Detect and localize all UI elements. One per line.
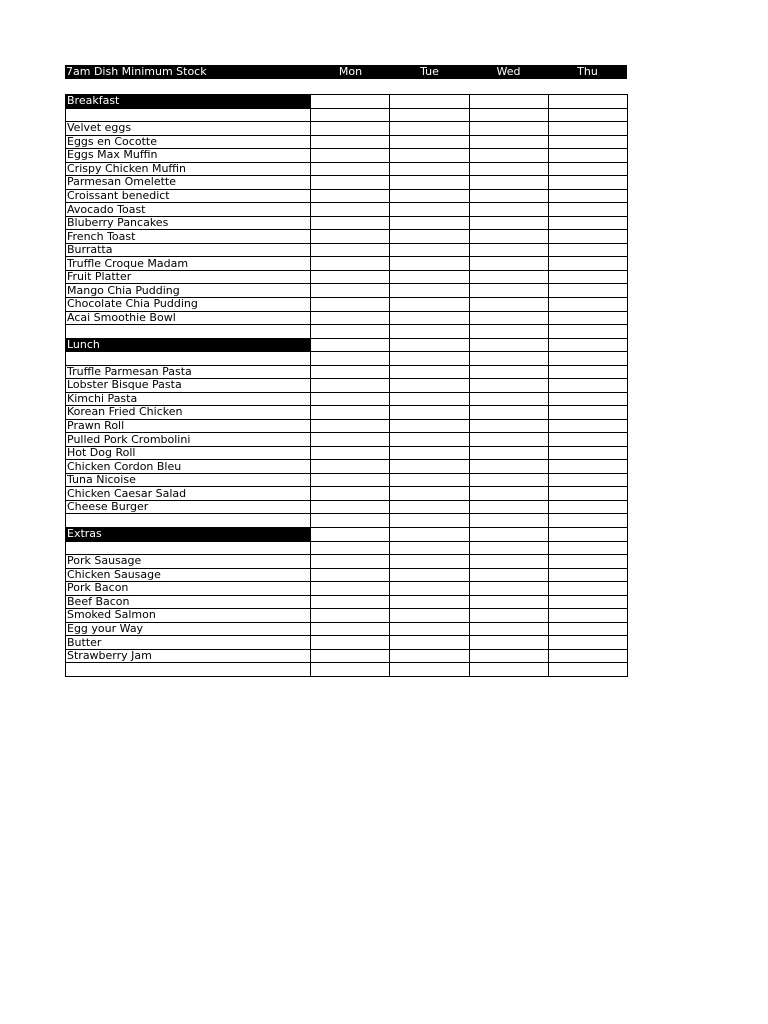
stock-cell-tue[interactable] bbox=[390, 636, 469, 650]
dish-row bbox=[66, 609, 628, 623]
stock-cell-mon[interactable] bbox=[311, 122, 390, 136]
stock-cell-mon[interactable] bbox=[311, 162, 390, 176]
stock-cell-thu[interactable] bbox=[548, 636, 627, 650]
stock-cell-wed[interactable] bbox=[469, 473, 548, 487]
stock-cell-tue[interactable] bbox=[390, 622, 469, 636]
dish-name: Kimchi Pasta bbox=[66, 392, 311, 406]
stock-cell-thu[interactable] bbox=[548, 433, 627, 447]
stock-cell-wed[interactable] bbox=[469, 663, 548, 677]
dish-name: Velvet eggs bbox=[66, 122, 311, 136]
stock-cell-mon[interactable] bbox=[311, 473, 390, 487]
dish-name bbox=[66, 663, 311, 677]
dish-name: Chocolate Chia Pudding bbox=[66, 297, 311, 311]
dish-row bbox=[66, 595, 628, 609]
stock-cell-mon[interactable] bbox=[311, 284, 390, 298]
day-header-tue: Tue bbox=[420, 65, 439, 78]
stock-cell-wed[interactable] bbox=[469, 162, 548, 176]
dish-name: Fruit Platter bbox=[66, 270, 311, 284]
stock-cell-mon[interactable] bbox=[311, 216, 390, 230]
stock-cell-mon[interactable] bbox=[311, 514, 390, 528]
stock-cell-tue[interactable] bbox=[390, 555, 469, 569]
stock-cell-mon[interactable] bbox=[311, 176, 390, 190]
stock-cell-thu[interactable] bbox=[548, 419, 627, 433]
stock-cell-thu[interactable] bbox=[548, 555, 627, 569]
dish-row bbox=[66, 406, 628, 420]
stock-cell-mon[interactable] bbox=[311, 433, 390, 447]
stock-cell-tue[interactable] bbox=[390, 460, 469, 474]
dish-name: Crispy Chicken Muffin bbox=[66, 162, 311, 176]
dish-row bbox=[66, 622, 628, 636]
dish-name bbox=[66, 325, 311, 339]
section-row bbox=[66, 95, 628, 109]
dish-name: Butter bbox=[66, 636, 311, 650]
stock-cell-thu[interactable] bbox=[548, 95, 627, 109]
stock-cell-wed[interactable] bbox=[469, 216, 548, 230]
stock-cell-thu[interactable] bbox=[548, 230, 627, 244]
stock-cell-mon[interactable] bbox=[311, 582, 390, 596]
dish-name: Pulled Pork Crombolini bbox=[66, 433, 311, 447]
stock-cell-mon[interactable] bbox=[311, 663, 390, 677]
stock-cell-thu[interactable] bbox=[548, 649, 627, 663]
stock-cell-mon[interactable] bbox=[311, 528, 390, 542]
stock-cell-mon[interactable] bbox=[311, 230, 390, 244]
stock-cell-thu[interactable] bbox=[548, 473, 627, 487]
dish-name bbox=[66, 108, 311, 122]
dish-row bbox=[66, 555, 628, 569]
stock-cell-wed[interactable] bbox=[469, 122, 548, 136]
stock-cell-thu[interactable] bbox=[548, 338, 627, 352]
dish-row bbox=[66, 257, 628, 271]
stock-cell-tue[interactable] bbox=[390, 609, 469, 623]
stock-cell-thu[interactable] bbox=[548, 595, 627, 609]
stock-cell-mon[interactable] bbox=[311, 311, 390, 325]
dish-name: French Toast bbox=[66, 230, 311, 244]
stock-cell-wed[interactable] bbox=[469, 500, 548, 514]
section-label: Extras bbox=[66, 528, 311, 542]
stock-cell-thu[interactable] bbox=[548, 135, 627, 149]
stock-cell-wed[interactable] bbox=[469, 189, 548, 203]
dish-row bbox=[66, 500, 628, 514]
stock-cell-tue[interactable] bbox=[390, 595, 469, 609]
dish-row bbox=[66, 582, 628, 596]
sheet-header bbox=[65, 65, 627, 79]
stock-cell-tue[interactable] bbox=[390, 122, 469, 136]
dish-row bbox=[66, 149, 628, 163]
sheet-title: 7am Dish Minimum Stock bbox=[66, 65, 207, 78]
dish-name bbox=[66, 514, 311, 528]
stock-cell-mon[interactable] bbox=[311, 487, 390, 501]
blank-row bbox=[66, 108, 628, 122]
stock-cell-thu[interactable] bbox=[548, 528, 627, 542]
stock-cell-wed[interactable] bbox=[469, 541, 548, 555]
dish-name: Eggs en Cocotte bbox=[66, 135, 311, 149]
stock-cell-thu[interactable] bbox=[548, 149, 627, 163]
stock-cell-tue[interactable] bbox=[390, 365, 469, 379]
stock-cell-wed[interactable] bbox=[469, 460, 548, 474]
stock-cell-mon[interactable] bbox=[311, 257, 390, 271]
dish-name: Truffle Croque Madam bbox=[66, 257, 311, 271]
stock-cell-wed[interactable] bbox=[469, 325, 548, 339]
dish-row bbox=[66, 446, 628, 460]
stock-cell-wed[interactable] bbox=[469, 595, 548, 609]
stock-cell-thu[interactable] bbox=[548, 609, 627, 623]
dish-row bbox=[66, 176, 628, 190]
dish-name: Croissant benedict bbox=[66, 189, 311, 203]
dish-name: Korean Fried Chicken bbox=[66, 406, 311, 420]
stock-cell-wed[interactable] bbox=[469, 311, 548, 325]
section-label: Lunch bbox=[66, 338, 311, 352]
stock-cell-tue[interactable] bbox=[390, 379, 469, 393]
stock-cell-thu[interactable] bbox=[548, 582, 627, 596]
stock-cell-thu[interactable] bbox=[548, 514, 627, 528]
stock-cell-thu[interactable] bbox=[548, 122, 627, 136]
stock-cell-tue[interactable] bbox=[390, 541, 469, 555]
stock-cell-wed[interactable] bbox=[469, 392, 548, 406]
stock-cell-wed[interactable] bbox=[469, 230, 548, 244]
dish-row bbox=[66, 379, 628, 393]
stock-cell-mon[interactable] bbox=[311, 338, 390, 352]
stock-cell-mon[interactable] bbox=[311, 325, 390, 339]
stock-cell-mon[interactable] bbox=[311, 365, 390, 379]
stock-cell-mon[interactable] bbox=[311, 392, 390, 406]
dish-row bbox=[66, 487, 628, 501]
dish-row bbox=[66, 203, 628, 217]
stock-cell-wed[interactable] bbox=[469, 406, 548, 420]
stock-cell-tue[interactable] bbox=[390, 297, 469, 311]
stock-cell-thu[interactable] bbox=[548, 297, 627, 311]
stock-cell-tue[interactable] bbox=[390, 406, 469, 420]
stock-cell-mon[interactable] bbox=[311, 379, 390, 393]
dish-row bbox=[66, 216, 628, 230]
stock-cell-thu[interactable] bbox=[548, 392, 627, 406]
stock-cell-thu[interactable] bbox=[548, 162, 627, 176]
stock-cell-wed[interactable] bbox=[469, 135, 548, 149]
stock-cell-tue[interactable] bbox=[390, 189, 469, 203]
dish-name: Pork Bacon bbox=[66, 582, 311, 596]
stock-cell-wed[interactable] bbox=[469, 555, 548, 569]
stock-cell-wed[interactable] bbox=[469, 108, 548, 122]
dish-name: Prawn Roll bbox=[66, 419, 311, 433]
stock-cell-thu[interactable] bbox=[548, 622, 627, 636]
dish-row bbox=[66, 311, 628, 325]
dish-name: Mango Chia Pudding bbox=[66, 284, 311, 298]
dish-name: Chicken Sausage bbox=[66, 568, 311, 582]
stock-cell-wed[interactable] bbox=[469, 297, 548, 311]
dish-row bbox=[66, 568, 628, 582]
stock-cell-tue[interactable] bbox=[390, 203, 469, 217]
stock-cell-tue[interactable] bbox=[390, 663, 469, 677]
stock-cell-mon[interactable] bbox=[311, 203, 390, 217]
section-row bbox=[66, 338, 628, 352]
dish-name: Strawberry Jam bbox=[66, 649, 311, 663]
dish-name: Acai Smoothie Bowl bbox=[66, 311, 311, 325]
stock-cell-thu[interactable] bbox=[548, 406, 627, 420]
dish-row bbox=[66, 135, 628, 149]
stock-cell-mon[interactable] bbox=[311, 541, 390, 555]
stock-cell-tue[interactable] bbox=[390, 433, 469, 447]
stock-cell-mon[interactable] bbox=[311, 243, 390, 257]
stock-cell-tue[interactable] bbox=[390, 135, 469, 149]
stock-cell-tue[interactable] bbox=[390, 230, 469, 244]
stock-cell-mon[interactable] bbox=[311, 189, 390, 203]
dish-name: Tuna Nicoise bbox=[66, 473, 311, 487]
dish-row bbox=[66, 649, 628, 663]
day-header-mon: Mon bbox=[338, 65, 363, 78]
stock-cell-mon[interactable] bbox=[311, 609, 390, 623]
dish-name: Bluberry Pancakes bbox=[66, 216, 311, 230]
stock-cell-thu[interactable] bbox=[548, 311, 627, 325]
stock-cell-wed[interactable] bbox=[469, 243, 548, 257]
stock-cell-mon[interactable] bbox=[311, 568, 390, 582]
dish-name: Smoked Salmon bbox=[66, 609, 311, 623]
stock-cell-wed[interactable] bbox=[469, 203, 548, 217]
stock-cell-mon[interactable] bbox=[311, 622, 390, 636]
stock-cell-thu[interactable] bbox=[548, 216, 627, 230]
dish-name: Eggs Max Muffin bbox=[66, 149, 311, 163]
stock-cell-wed[interactable] bbox=[469, 284, 548, 298]
dish-name: Pork Sausage bbox=[66, 555, 311, 569]
stock-cell-mon[interactable] bbox=[311, 297, 390, 311]
stock-cell-tue[interactable] bbox=[390, 243, 469, 257]
stock-cell-thu[interactable] bbox=[548, 379, 627, 393]
dish-row bbox=[66, 284, 628, 298]
stock-cell-thu[interactable] bbox=[548, 243, 627, 257]
dish-row bbox=[66, 230, 628, 244]
stock-cell-thu[interactable] bbox=[548, 325, 627, 339]
stock-cell-mon[interactable] bbox=[311, 555, 390, 569]
stock-cell-tue[interactable] bbox=[390, 108, 469, 122]
stock-cell-mon[interactable] bbox=[311, 649, 390, 663]
stock-cell-thu[interactable] bbox=[548, 203, 627, 217]
dish-name: Avocado Toast bbox=[66, 203, 311, 217]
stock-cell-wed[interactable] bbox=[469, 270, 548, 284]
stock-cell-thu[interactable] bbox=[548, 365, 627, 379]
stock-cell-wed[interactable] bbox=[469, 528, 548, 542]
dish-name: Chicken Caesar Salad bbox=[66, 487, 311, 501]
stock-cell-mon[interactable] bbox=[311, 149, 390, 163]
stock-cell-tue[interactable] bbox=[390, 649, 469, 663]
stock-cell-wed[interactable] bbox=[469, 446, 548, 460]
stock-cell-tue[interactable] bbox=[390, 446, 469, 460]
stock-cell-tue[interactable] bbox=[390, 95, 469, 109]
blank-row bbox=[66, 514, 628, 528]
stock-cell-tue[interactable] bbox=[390, 392, 469, 406]
stock-cell-wed[interactable] bbox=[469, 365, 548, 379]
section-row bbox=[66, 528, 628, 542]
section-label: Breakfast bbox=[66, 95, 311, 109]
stock-cell-thu[interactable] bbox=[548, 257, 627, 271]
stock-table bbox=[65, 94, 628, 677]
stock-cell-mon[interactable] bbox=[311, 135, 390, 149]
dish-name: Burratta bbox=[66, 243, 311, 257]
stock-cell-wed[interactable] bbox=[469, 582, 548, 596]
stock-cell-wed[interactable] bbox=[469, 636, 548, 650]
stock-cell-thu[interactable] bbox=[548, 568, 627, 582]
stock-cell-mon[interactable] bbox=[311, 636, 390, 650]
stock-cell-mon[interactable] bbox=[311, 352, 390, 366]
stock-cell-wed[interactable] bbox=[469, 338, 548, 352]
dish-row bbox=[66, 270, 628, 284]
blank-row bbox=[66, 325, 628, 339]
dish-name: Cheese Burger bbox=[66, 500, 311, 514]
dish-row bbox=[66, 392, 628, 406]
stock-cell-tue[interactable] bbox=[390, 352, 469, 366]
blank-row bbox=[66, 541, 628, 555]
stock-cell-tue[interactable] bbox=[390, 582, 469, 596]
stock-cell-tue[interactable] bbox=[390, 270, 469, 284]
dish-name: Chicken Cordon Bleu bbox=[66, 460, 311, 474]
stock-cell-wed[interactable] bbox=[469, 433, 548, 447]
stock-cell-tue[interactable] bbox=[390, 514, 469, 528]
stock-cell-wed[interactable] bbox=[469, 609, 548, 623]
stock-cell-tue[interactable] bbox=[390, 528, 469, 542]
dish-row bbox=[66, 365, 628, 379]
stock-cell-mon[interactable] bbox=[311, 460, 390, 474]
stock-cell-mon[interactable] bbox=[311, 500, 390, 514]
blank-row bbox=[66, 352, 628, 366]
stock-cell-thu[interactable] bbox=[548, 663, 627, 677]
dish-row bbox=[66, 636, 628, 650]
stock-cell-mon[interactable] bbox=[311, 95, 390, 109]
dish-row bbox=[66, 122, 628, 136]
stock-cell-wed[interactable] bbox=[469, 379, 548, 393]
dish-name: Beef Bacon bbox=[66, 595, 311, 609]
stock-cell-wed[interactable] bbox=[469, 149, 548, 163]
stock-cell-wed[interactable] bbox=[469, 176, 548, 190]
dish-name: Hot Dog Roll bbox=[66, 446, 311, 460]
stock-cell-mon[interactable] bbox=[311, 595, 390, 609]
stock-cell-tue[interactable] bbox=[390, 311, 469, 325]
stock-cell-tue[interactable] bbox=[390, 473, 469, 487]
dish-name: Lobster Bisque Pasta bbox=[66, 379, 311, 393]
dish-row bbox=[66, 419, 628, 433]
dish-row bbox=[66, 297, 628, 311]
stock-cell-thu[interactable] bbox=[548, 541, 627, 555]
stock-cell-tue[interactable] bbox=[390, 162, 469, 176]
stock-cell-tue[interactable] bbox=[390, 284, 469, 298]
dish-name bbox=[66, 352, 311, 366]
day-header-wed: Wed bbox=[496, 65, 521, 78]
stock-cell-tue[interactable] bbox=[390, 568, 469, 582]
dish-name bbox=[66, 541, 311, 555]
dish-name: Truffle Parmesan Pasta bbox=[66, 365, 311, 379]
dish-name: Parmesan Omelette bbox=[66, 176, 311, 190]
day-header-thu: Thu bbox=[577, 65, 598, 78]
stock-cell-tue[interactable] bbox=[390, 257, 469, 271]
stock-cell-wed[interactable] bbox=[469, 568, 548, 582]
stock-cell-wed[interactable] bbox=[469, 95, 548, 109]
stock-cell-thu[interactable] bbox=[548, 352, 627, 366]
stock-cell-tue[interactable] bbox=[390, 325, 469, 339]
stock-cell-wed[interactable] bbox=[469, 352, 548, 366]
stock-cell-tue[interactable] bbox=[390, 176, 469, 190]
stock-cell-thu[interactable] bbox=[548, 270, 627, 284]
stock-cell-thu[interactable] bbox=[548, 500, 627, 514]
dish-name: Egg your Way bbox=[66, 622, 311, 636]
stock-cell-tue[interactable] bbox=[390, 500, 469, 514]
stock-cell-thu[interactable] bbox=[548, 460, 627, 474]
stock-cell-mon[interactable] bbox=[311, 108, 390, 122]
dish-row bbox=[66, 460, 628, 474]
stock-cell-wed[interactable] bbox=[469, 419, 548, 433]
stock-cell-tue[interactable] bbox=[390, 487, 469, 501]
stock-cell-mon[interactable] bbox=[311, 270, 390, 284]
stock-cell-tue[interactable] bbox=[390, 419, 469, 433]
stock-cell-tue[interactable] bbox=[390, 338, 469, 352]
stock-cell-mon[interactable] bbox=[311, 446, 390, 460]
stock-cell-mon[interactable] bbox=[311, 406, 390, 420]
stock-cell-thu[interactable] bbox=[548, 487, 627, 501]
dish-row bbox=[66, 189, 628, 203]
stock-cell-tue[interactable] bbox=[390, 149, 469, 163]
stock-cell-thu[interactable] bbox=[548, 189, 627, 203]
stock-cell-tue[interactable] bbox=[390, 216, 469, 230]
stock-cell-wed[interactable] bbox=[469, 257, 548, 271]
dish-row bbox=[66, 243, 628, 257]
dish-row bbox=[66, 473, 628, 487]
dish-row bbox=[66, 433, 628, 447]
stock-cell-mon[interactable] bbox=[311, 419, 390, 433]
stock-cell-thu[interactable] bbox=[548, 108, 627, 122]
stock-cell-thu[interactable] bbox=[548, 284, 627, 298]
stock-cell-thu[interactable] bbox=[548, 176, 627, 190]
dish-row bbox=[66, 162, 628, 176]
stock-cell-wed[interactable] bbox=[469, 487, 548, 501]
stock-cell-wed[interactable] bbox=[469, 622, 548, 636]
stock-cell-wed[interactable] bbox=[469, 514, 548, 528]
stock-cell-thu[interactable] bbox=[548, 446, 627, 460]
blank-row bbox=[66, 663, 628, 677]
stock-cell-wed[interactable] bbox=[469, 649, 548, 663]
